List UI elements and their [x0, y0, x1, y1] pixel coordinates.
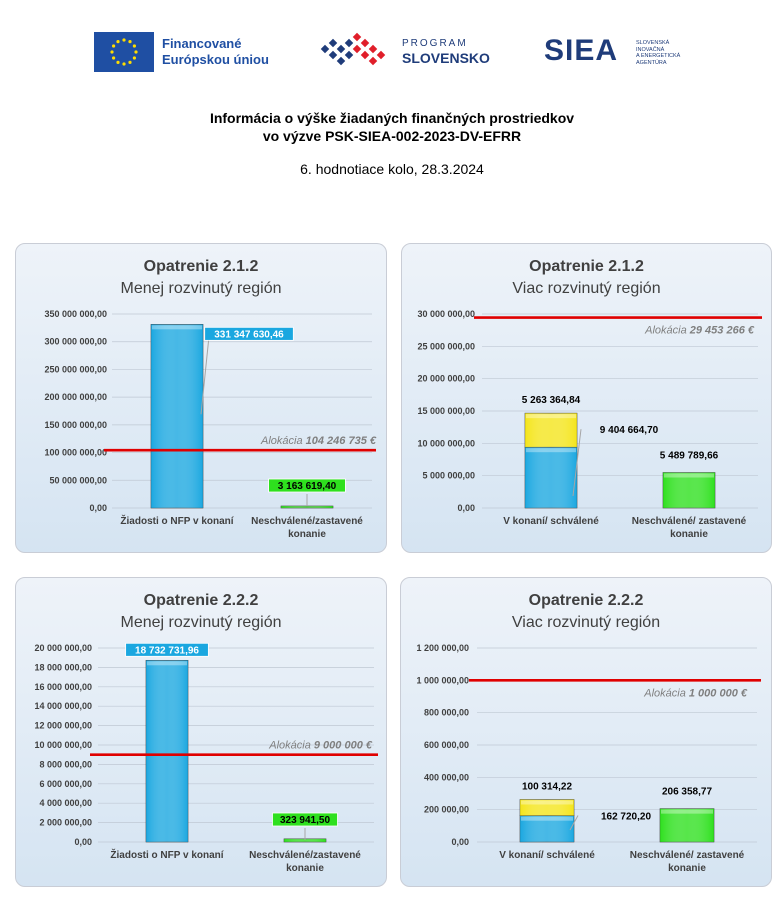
data-label: 9 404 664,70	[599, 425, 659, 437]
allocation-label-value: 9 000 000 €	[313, 739, 372, 752]
chart-svg	[401, 578, 771, 886]
chart-svg	[16, 578, 386, 886]
y-tick-label: 18 000 000,00	[34, 662, 92, 673]
chart-title: Opatrenie 2.2.2	[143, 592, 259, 609]
y-tick-label: 20 000 000,00	[34, 643, 92, 653]
siea-subtext	[636, 40, 680, 66]
allocation-label-value: 104 246 735 €	[305, 435, 376, 448]
x-category-label: konanie	[668, 863, 706, 874]
allocation-label	[260, 435, 377, 447]
bar	[146, 660, 188, 842]
siea-sub-line-1: SLOVENSKÁ	[636, 40, 670, 46]
y-tick-label: 400 000,00	[423, 772, 469, 783]
allocation-label	[643, 687, 748, 699]
x-category-label: Neschválené/zastavené	[251, 516, 363, 527]
page-subtitle: 6. hodnotiace kolo, 28.3.2024	[300, 161, 484, 177]
siea-sub-line-3: A ENERGETICKÁ	[636, 53, 681, 59]
y-tick-label: 14 000 000,00	[34, 701, 92, 712]
y-tick-label: 200 000 000,00	[44, 392, 107, 403]
y-tick-label: 10 000 000,00	[417, 438, 475, 449]
bar-segment	[520, 816, 574, 842]
data-label: 5 263 364,84	[521, 395, 581, 407]
y-tick-label: 0,00	[89, 503, 107, 513]
chart-panel-2-1-2-less	[15, 243, 387, 553]
y-tick-label: 15 000 000,00	[417, 406, 475, 416]
x-category-label: Neschválené/zastavené	[249, 850, 361, 861]
chart-subtitle: Viac rozvinutý región	[512, 280, 661, 297]
allocation-label	[268, 740, 373, 752]
data-label: 100 314,22	[521, 781, 573, 793]
y-tick-label: 5 000 000,00	[422, 470, 475, 481]
x-category-label: konanie	[288, 529, 326, 540]
page-title-line-1: Informácia o výške žiadaných finančných prostriedkov	[209, 110, 575, 126]
x-category-label: Neschválené/ zastavené	[629, 850, 745, 861]
allocation-label-value: 1 000 000 €	[688, 687, 747, 700]
chart-subtitle: Menej rozvinutý región	[120, 280, 282, 297]
x-category-label: Žiadosti o NFP v konaní	[120, 516, 234, 527]
y-tick-label: 0,00	[451, 837, 469, 847]
bar-segment	[663, 472, 715, 508]
eu-text-line-2: Európskou úniou	[162, 52, 269, 67]
data-label: 206 358,77	[661, 786, 713, 798]
allocation-label-prefix: Alokácia	[269, 739, 314, 752]
y-tick-label: 30 000 000,00	[417, 309, 475, 319]
y-tick-label: 25 000 000,00	[417, 341, 475, 352]
y-tick-label: 350 000 000,00	[44, 309, 107, 319]
bar-segment	[520, 799, 574, 815]
slovensko-text: SLOVENSKO	[402, 50, 490, 66]
y-tick-label: 4 000 000,00	[39, 798, 92, 809]
y-tick-label: 1 200 000,00	[416, 643, 469, 653]
siea-sub-line-2: INOVAČNÁ	[636, 46, 665, 53]
y-tick-label: 50 000 000,00	[49, 475, 107, 486]
y-tick-label: 2 000 000,00	[39, 817, 92, 828]
logo-bar	[0, 28, 784, 78]
x-category-label: konanie	[670, 529, 708, 540]
chart-svg	[402, 244, 771, 552]
chart-title: Opatrenie 2.1.2	[529, 258, 644, 275]
chart-panel-2-2-2-less	[15, 577, 387, 887]
y-tick-label: 20 000 000,00	[417, 373, 475, 384]
chart-panel-2-1-2-more	[401, 243, 772, 553]
program-text: PROGRAM	[402, 38, 468, 49]
data-label: 3 163 619,40	[277, 481, 337, 492]
y-tick-label: 0,00	[457, 503, 475, 513]
y-tick-label: 10 000 000,00	[34, 740, 92, 750]
page-title-line-2: vo výzve PSK-SIEA-002-2023-DV-EFRR	[262, 128, 522, 144]
chart-subtitle: Menej rozvinutý región	[120, 614, 282, 631]
chart-title: Opatrenie 2.1.2	[143, 258, 259, 275]
allocation-label-prefix: Alokácia	[644, 687, 689, 700]
data-label: 323 941,50	[279, 815, 331, 826]
allocation-label	[644, 325, 755, 337]
y-tick-label: 100 000 000,00	[44, 447, 107, 458]
x-category-label: Žiadosti o NFP v konaní	[110, 850, 224, 861]
chart-subtitle: Viac rozvinutý región	[511, 614, 661, 631]
bar-segment	[525, 413, 577, 447]
bar	[281, 506, 333, 508]
y-tick-label: 300 000 000,00	[44, 336, 107, 347]
y-tick-label: 150 000 000,00	[44, 419, 107, 430]
x-category-label: Neschválené/ zastavené	[631, 516, 747, 527]
eu-flag-logo	[94, 32, 154, 72]
y-tick-label: 800 000,00	[423, 707, 469, 718]
y-tick-label: 6 000 000,00	[39, 778, 92, 789]
allocation-label-prefix: Alokácia	[261, 435, 306, 448]
eu-text-line-1: Financované	[162, 36, 242, 51]
allocation-label-prefix: Alokácia	[645, 324, 690, 337]
allocation-label-value: 29 453 266 €	[689, 324, 754, 337]
x-category-label: V konaní/ schválené	[499, 850, 595, 861]
y-tick-label: 8 000 000,00	[39, 759, 92, 770]
x-category-label: konanie	[286, 863, 324, 874]
y-tick-label: 200 000,00	[423, 804, 469, 815]
siea-sub-line-4: AGENTÚRA	[636, 59, 667, 66]
x-category-label: V konaní/ schválené	[503, 516, 599, 527]
program-slovensko-logo	[318, 30, 398, 74]
y-tick-label: 12 000 000,00	[34, 720, 92, 731]
data-label: 5 489 789,66	[659, 450, 719, 462]
data-label: 331 347 630,46	[214, 329, 284, 341]
y-tick-label: 600 000,00	[423, 740, 469, 750]
y-tick-label: 16 000 000,00	[34, 681, 92, 692]
bar-segment	[525, 447, 577, 508]
bar-segment	[660, 809, 714, 842]
y-tick-label: 250 000 000,00	[44, 364, 107, 375]
data-label: 162 720,20	[600, 811, 652, 823]
eu-logo-text	[162, 36, 269, 68]
chart-title: Opatrenie 2.2.2	[528, 592, 644, 609]
siea-logo-text: SIEA	[544, 34, 619, 67]
y-tick-label: 0,00	[74, 837, 92, 847]
y-tick-label: 1 000 000,00	[416, 675, 469, 686]
bar	[151, 324, 203, 508]
data-label: 18 732 731,96	[135, 645, 199, 657]
chart-svg	[16, 244, 386, 552]
chart-panel-2-2-2-more	[400, 577, 772, 887]
